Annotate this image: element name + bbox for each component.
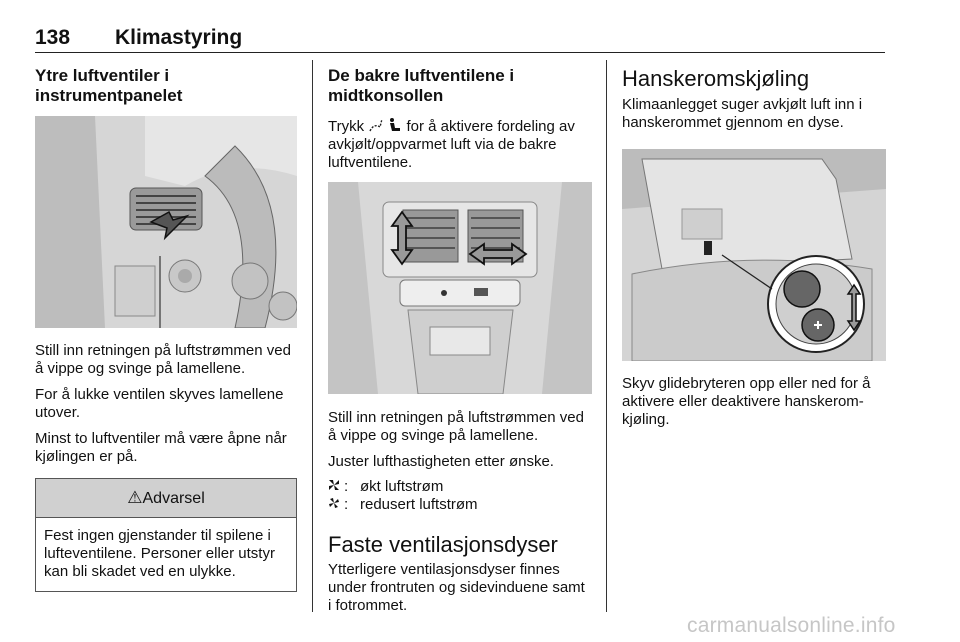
legend-item [328,496,592,514]
warning-box [35,478,297,592]
section-heading: Ytre luftventiler i instrumentpanelet [35,66,183,105]
legend-list [328,478,592,514]
paragraph: For å lukke ventilen skyves lamellene utover. [35,386,284,421]
column-dashboard-vents [35,66,297,592]
rear-vent-illustration [328,182,592,394]
dashboard-vent-illustration [35,116,297,328]
paragraph: Juster lufthastigheten etter ønske. [328,453,554,470]
column-divider [312,60,313,612]
page-header [35,26,885,53]
air-distribution-icon [368,117,402,134]
intro-text-after: for å aktivere fordeling av avkjølt/oppvarmet luft via de bakre luftventilene. [328,118,575,171]
watermark: carmanualsonline.info [687,614,896,637]
legend-text: redusert luftstrøm [360,496,478,513]
column-rear-vents [328,66,592,615]
legend-text: økt luftstrøm [360,478,444,495]
paragraph: Skyv glidebryteren opp eller ned for å aktivere eller deaktivere hanskeromkjøling. [622,375,871,428]
column-glovebox-cooling [622,66,888,429]
paragraph [328,117,592,172]
fan-low-icon [328,496,344,514]
legend-colon: : [344,496,349,513]
warning-title: Advarsel [142,490,205,507]
warning-icon: ⚠ [127,488,143,507]
legend-colon: : [344,478,349,495]
section-heading: De bakre luftventilene i midtkonsollen [328,66,515,105]
paragraph: Klimaanlegget suger avkjølt luft inn i hanskerommet gjennom en dyse. [622,96,863,131]
section-heading: Hanskeromskjøling [622,66,810,91]
intro-text-before: Trykk [328,118,365,135]
legend-item [328,478,592,496]
page-number: 138 [35,26,71,49]
paragraph: Still inn retningen på luftstrømmen ved å vippe og svinge på lamellene. [328,409,584,444]
warning-header [36,479,296,518]
paragraph: Ytterligere ventilasjonsdyser finnes under frontruten og sidevinduene samt i fotrommet. [328,561,585,614]
fan-high-icon [328,478,344,496]
column-divider [606,60,607,612]
paragraph: Still inn retningen på luftstrømmen ved å vippe og svinge på lamellene. [35,342,291,377]
chapter-title: Klimastyring [115,26,243,49]
warning-text: Fest ingen gjenstander til spilene i lufteventilene. Personer eller utstyr kan bli skadet ved en ulykke. [44,527,275,580]
glovebox-illustration [622,149,886,361]
paragraph: Minst to luftventiler må være åpne når kjølingen er på. [35,430,287,465]
section-heading: Faste ventilasjonsdyser [328,532,558,557]
